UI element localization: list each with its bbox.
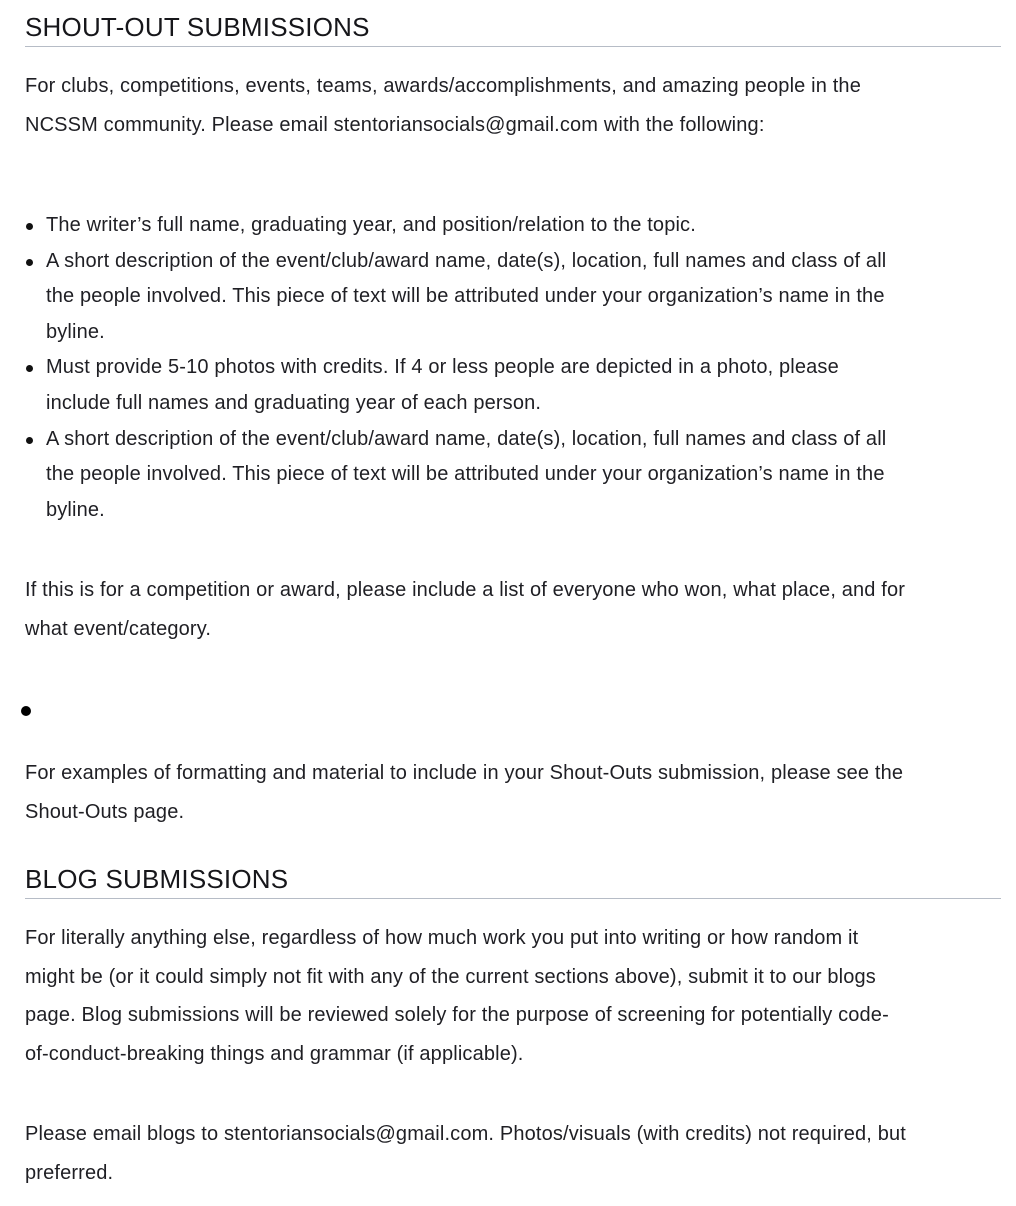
shoutout-intro-line-2: NCSSM community. Please email stentoriansocials@gmail.com with the following: [25,113,765,136]
shoutout-requirements-list [25,208,1001,528]
shoutout-intro-paragraph [25,67,1005,144]
blog-section-title: BLOG SUBMISSIONS [25,864,289,894]
blog-description-line-3: page. Blog submissions will be reviewed solely for the purpose of screening for potentially code- [25,1004,889,1026]
requirement-text: byline. [46,320,105,343]
blog-description-paragraph [25,919,1005,1073]
examples-note-line-1: For examples of formatting and material to include in your Shout-Outs submission, please see the [25,762,904,784]
requirement-item-description-repeat [25,422,1001,529]
blog-description-line-1: For literally anything else, regardless of how much work you put into writing or how random it [25,927,859,949]
blog-description-line-2: might be (or it could simply not fit with any of the current sections above), submit it to our blogs [25,965,876,988]
requirement-text: A short description of the event/club/award name, date(s), location, full names and class of all [46,249,887,272]
blog-email-line-1: Please email blogs to stentoriansocials@gmail.com. Photos/visuals (with credits) not required, but [25,1123,906,1145]
blog-email-line-2: preferred. [25,1161,114,1184]
requirement-item-writer-info [25,208,1001,244]
competition-note-paragraph [25,571,1005,648]
blog-email-paragraph [25,1115,1005,1192]
competition-note-line-2: what event/category. [25,617,212,640]
blog-title-divider [25,898,1001,899]
requirement-text: byline. [46,498,105,521]
blog-description-line-4: of-conduct-breaking things and grammar (if applicable). [25,1042,524,1065]
examples-note-line-2: Shout-Outs page. [25,800,185,823]
requirement-text: A short description of the event/club/award name, date(s), location, full names and class of all [46,427,887,450]
bullet-icon [26,365,33,372]
requirement-item-description [25,244,1001,351]
requirement-text: the people involved. This piece of text will be attributed under your organization’s name in the [46,285,885,308]
bullet-icon [26,223,33,230]
shoutout-intro-line-1: For clubs, competitions, events, teams, awards/accomplishments, and amazing people in the [25,75,861,97]
bullet-icon [26,437,33,444]
requirement-text: the people involved. This piece of text will be attributed under your organization’s name in the [46,463,885,486]
shoutout-section-title: SHOUT-OUT SUBMISSIONS [25,12,370,42]
requirement-text: The writer’s full name, graduating year, and position/relation to the topic. [46,214,696,236]
requirement-item-photos [25,350,1001,421]
bullet-icon [26,259,33,266]
examples-note-paragraph [25,754,1005,831]
requirement-text: include full names and graduating year of each person. [46,391,542,414]
empty-bullet-icon [21,706,31,716]
shoutout-title-divider [25,46,1001,47]
requirement-text: Must provide 5-10 photos with credits. If 4 or less people are depicted in a photo, please [46,356,839,379]
competition-note-line-1: If this is for a competition or award, please include a list of everyone who won, what place, and for [25,579,906,601]
